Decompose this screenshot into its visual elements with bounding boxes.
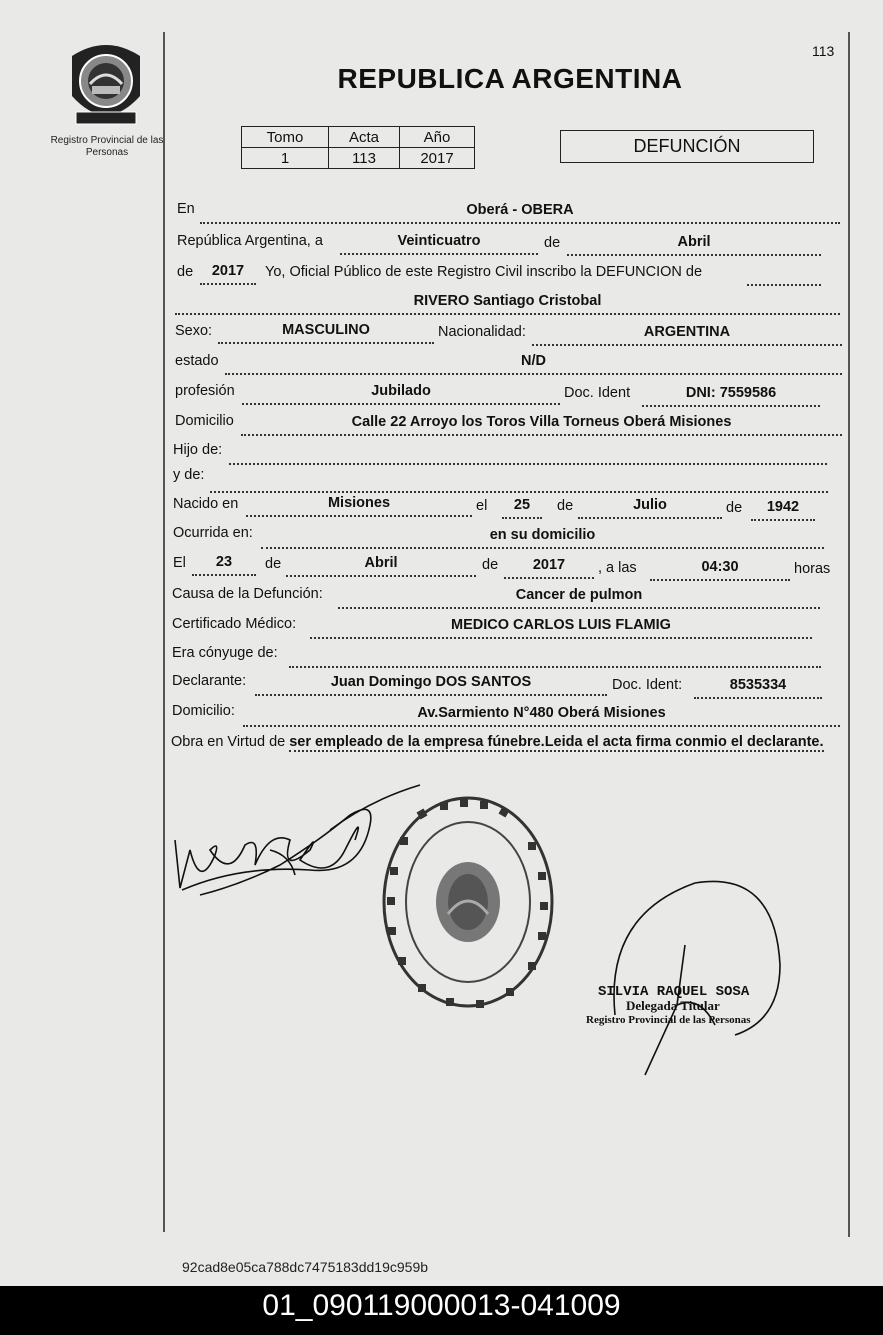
field-anio: 2017: [200, 263, 256, 285]
label-domicilio: Domicilio: [175, 413, 234, 429]
label-republica: República Argentina, a: [177, 233, 323, 249]
label-estado: estado: [175, 353, 219, 369]
page-title: REPUBLICA ARGENTINA: [337, 63, 683, 94]
anio-value: 2017: [400, 148, 475, 169]
right-margin-line: [848, 32, 850, 1237]
field-y-de: [210, 471, 828, 493]
label-ocurrida-en: Ocurrida en:: [173, 525, 253, 541]
acta-value: 113: [329, 148, 400, 169]
field-def-dia: 23: [192, 554, 256, 576]
label-de-5: de: [265, 556, 282, 572]
field-nac-anio: 1942: [751, 499, 815, 521]
official-role: Delegada Titular: [626, 998, 720, 1013]
footer-identifier: 01_090119000013-041009: [0, 1286, 883, 1335]
label-certificado: Certificado Médico:: [172, 616, 297, 632]
label-a-las: , a las: [598, 560, 637, 576]
label-de-1: de: [544, 235, 561, 251]
field-declarante: Juan Domingo DOS SANTOS: [255, 674, 607, 696]
field-mes: Abril: [567, 234, 821, 256]
field-def-anio: 2017: [504, 557, 594, 579]
field-blank-1: [747, 264, 821, 286]
field-documento: DNI: 7559586: [642, 385, 820, 407]
obra-paragraph: [171, 732, 839, 752]
field-profesion: Jubilado: [242, 383, 560, 405]
official-name: SILVIA RAQUEL SOSA: [598, 984, 750, 1000]
label-y-de: y de:: [173, 467, 205, 483]
act-type-box: DEFUNCIÓN: [560, 130, 814, 163]
tomo-value: 1: [242, 148, 329, 169]
official-stamp: [378, 792, 558, 1017]
label-domicilio-2: Domicilio:: [172, 703, 235, 719]
label-de-3: de: [557, 498, 574, 514]
field-dia-letras: Veinticuatro: [340, 233, 538, 255]
label-doc-ident: Doc. Ident: [564, 385, 631, 401]
registry-table: [241, 126, 475, 169]
field-nac-mes: Julio: [578, 497, 722, 519]
field-conyuge: [289, 646, 821, 668]
provincial-seal-logo: [62, 36, 150, 132]
label-nacido-en: Nacido en: [173, 496, 239, 512]
field-nacido-en: Misiones: [246, 495, 472, 517]
page-number: 113: [812, 43, 835, 59]
field-lugar: Oberá - OBERA: [200, 202, 840, 224]
field-sexo: MASCULINO: [218, 322, 434, 344]
label-horas: horas: [794, 561, 831, 577]
label-conyuge: Era cónyuge de:: [172, 645, 278, 661]
field-declarante-doc: 8535334: [694, 677, 822, 699]
label-en: En: [177, 201, 195, 217]
document-hash: 92cad8e05ca788dc7475183dd19c959b: [182, 1259, 429, 1275]
field-certificado: MEDICO CARLOS LUIS FLAMIG: [310, 617, 812, 639]
label-causa: Causa de la Defunción:: [172, 586, 323, 602]
field-def-mes: Abril: [286, 555, 476, 577]
label-de-2: de: [177, 264, 194, 280]
field-hijo-de: [229, 443, 827, 465]
label-profesion: profesión: [175, 383, 235, 399]
label-obra: Obra en Virtud de: [171, 734, 286, 750]
label-hijo-de: Hijo de:: [173, 442, 223, 458]
anio-header: Año: [400, 127, 475, 148]
label-declarante: Declarante:: [172, 673, 247, 689]
label-el-cap: El: [173, 555, 186, 571]
field-declarante-domicilio: Av.Sarmiento N°480 Oberá Misiones: [243, 705, 840, 727]
official-office: Registro Provincial de las Personas: [586, 1014, 751, 1026]
label-doc-ident-2: Doc. Ident:: [612, 677, 683, 693]
field-obra-texto: ser empleado de la empresa fúnebre.Leida el acta firma conmio el declarante.: [289, 734, 824, 750]
label-sexo: Sexo:: [175, 323, 213, 339]
field-estado: N/D: [225, 353, 842, 375]
label-nacionalidad: Nacionalidad:: [438, 324, 526, 340]
acta-header: Acta: [329, 127, 400, 148]
label-yo: Yo, Oficial Público de este Registro Civil inscribo la DEFUNCION de: [265, 264, 703, 280]
logo-caption: Registro Provincial de las Personas: [50, 135, 164, 158]
label-el: el: [476, 498, 488, 514]
label-de-6: de: [482, 557, 499, 573]
field-domicilio: Calle 22 Arroyo los Toros Villa Torneus Oberá Misiones: [241, 414, 842, 436]
registrar-signature: [585, 875, 795, 1090]
label-de-4: de: [726, 500, 743, 516]
field-nacionalidad: ARGENTINA: [532, 324, 842, 346]
field-ocurrida-en: en su domicilio: [261, 527, 824, 549]
field-nac-dia: 25: [502, 497, 542, 519]
field-hora: 04:30: [650, 559, 790, 581]
left-margin-line: [163, 32, 165, 1232]
field-nombre: RIVERO Santiago Cristobal: [175, 293, 840, 315]
tomo-header: Tomo: [242, 127, 329, 148]
field-causa: Cancer de pulmon: [338, 587, 820, 609]
